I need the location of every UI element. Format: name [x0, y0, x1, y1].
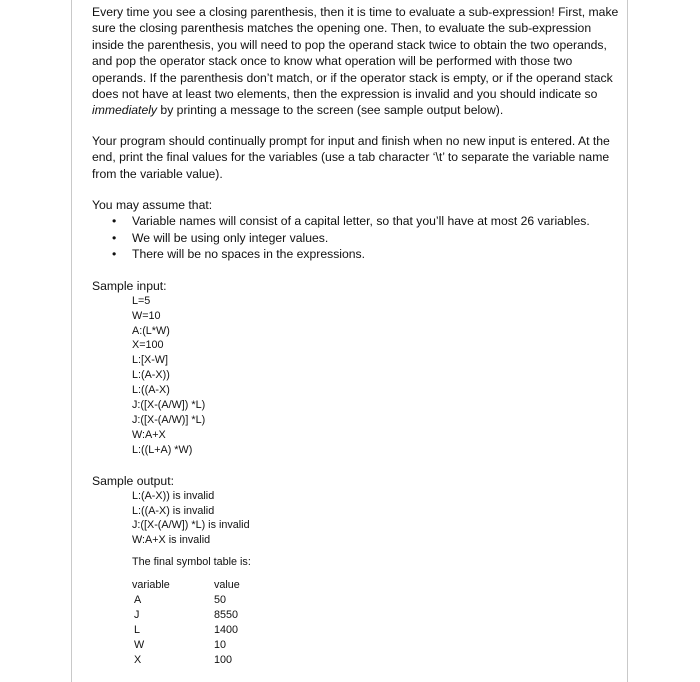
- list-item: [92, 246, 622, 262]
- sample-input-line: W:A+X: [132, 428, 166, 441]
- table-row: [132, 608, 240, 623]
- paragraph-text: by printing a message to the screen (see sample output below).: [157, 103, 504, 118]
- variable-cell: A: [134, 594, 142, 607]
- variable-cell: L: [134, 623, 141, 636]
- sample-output-heading: Sample output:: [92, 473, 174, 488]
- sample-input-line: L:[X-W]: [132, 354, 168, 367]
- sample-input-line: J:([X-(A/W)] *L): [132, 413, 206, 426]
- list-item-text: We will be using only integer values.: [132, 230, 329, 245]
- bullet-icon: •: [112, 230, 117, 245]
- sample-output-line: L:(A-X)) is invalid: [132, 489, 215, 502]
- final-table-label: The final symbol table is:: [132, 556, 251, 569]
- sample-input-lines: [92, 294, 622, 458]
- sample-input-heading: Sample input:: [92, 278, 167, 293]
- list-item-text: Variable names will consist of a capital letter, so that you’ll have at most 26 variables.: [132, 214, 590, 229]
- sample-input-line: W=10: [132, 309, 161, 322]
- value-cell: 8550: [214, 609, 239, 621]
- list-item-text: There will be no spaces in the expressions.: [132, 247, 366, 262]
- sample-input-line: L:((L+A) *W): [132, 443, 193, 456]
- sample-input-line: J:([X-(A/W]) *L): [132, 399, 206, 412]
- sample-output-line: J:([X-(A/W]) *L) is invalid: [132, 519, 250, 532]
- sample-input-line: L:(A-X)): [132, 369, 170, 382]
- value-cell: 100: [214, 653, 233, 666]
- table-row: [132, 593, 240, 608]
- assumptions-list: [92, 213, 622, 262]
- table-header-row: [132, 578, 240, 593]
- sample-output-line: L:((A-X) is invalid: [132, 504, 215, 517]
- paragraph-text: Every time you see a closing parenthesis, then it is time to evaluate a sub-expression! First, make sure the closing parenthesis matches the opening one. Then, to evaluate the sub-expression inside the parenthesis, you will need to pop the operand stack twice to obtain the two operands, and pop the operator stack once to know what operation will be performed with those two operands. If the parenthesis don’t match, or if the operator stack is empty, or if the operand stack does not have at least two elements, then the expression is invalid and you should indicate so: [92, 5, 619, 102]
- sample-input-line: A:(L*W): [132, 324, 170, 337]
- sample-output-line: W:A+X is invalid: [132, 534, 211, 547]
- column-header-value: value: [214, 579, 240, 592]
- column-header-variable: variable: [132, 579, 170, 592]
- bullet-icon: •: [112, 214, 117, 229]
- variable-cell: J: [134, 609, 140, 621]
- table-row: [132, 623, 240, 638]
- page-right-edge: [627, 0, 628, 682]
- list-item: [92, 230, 622, 246]
- sample-input-line: X=100: [132, 339, 164, 352]
- bullet-icon: •: [112, 247, 117, 262]
- table-row: [132, 638, 240, 653]
- value-cell: 1400: [214, 623, 239, 636]
- sample-input-line: L:((A-X): [132, 384, 170, 397]
- value-cell: 50: [214, 594, 227, 607]
- paragraph-program-prompt: Your program should continually prompt for input and finish when no new input is entered. At the end, print the final values for the variables (use a tab character ‘\t’ to separate the variable name from the variable value).: [92, 133, 610, 181]
- value-cell: 10: [214, 638, 227, 651]
- table-row: [132, 653, 240, 668]
- sample-output-lines: [92, 489, 622, 549]
- sample-input-line: L=5: [132, 294, 151, 307]
- symbol-table: [132, 578, 240, 667]
- paragraph-closing-parenthesis: [92, 4, 622, 119]
- assumptions-intro: You may assume that:: [92, 198, 213, 213]
- variable-cell: X: [134, 653, 142, 666]
- document-page: [92, 4, 622, 668]
- variable-cell: W: [134, 638, 145, 651]
- list-item: [92, 213, 622, 229]
- page-left-edge: [71, 0, 72, 682]
- emphasis-text: immediately: [92, 103, 158, 118]
